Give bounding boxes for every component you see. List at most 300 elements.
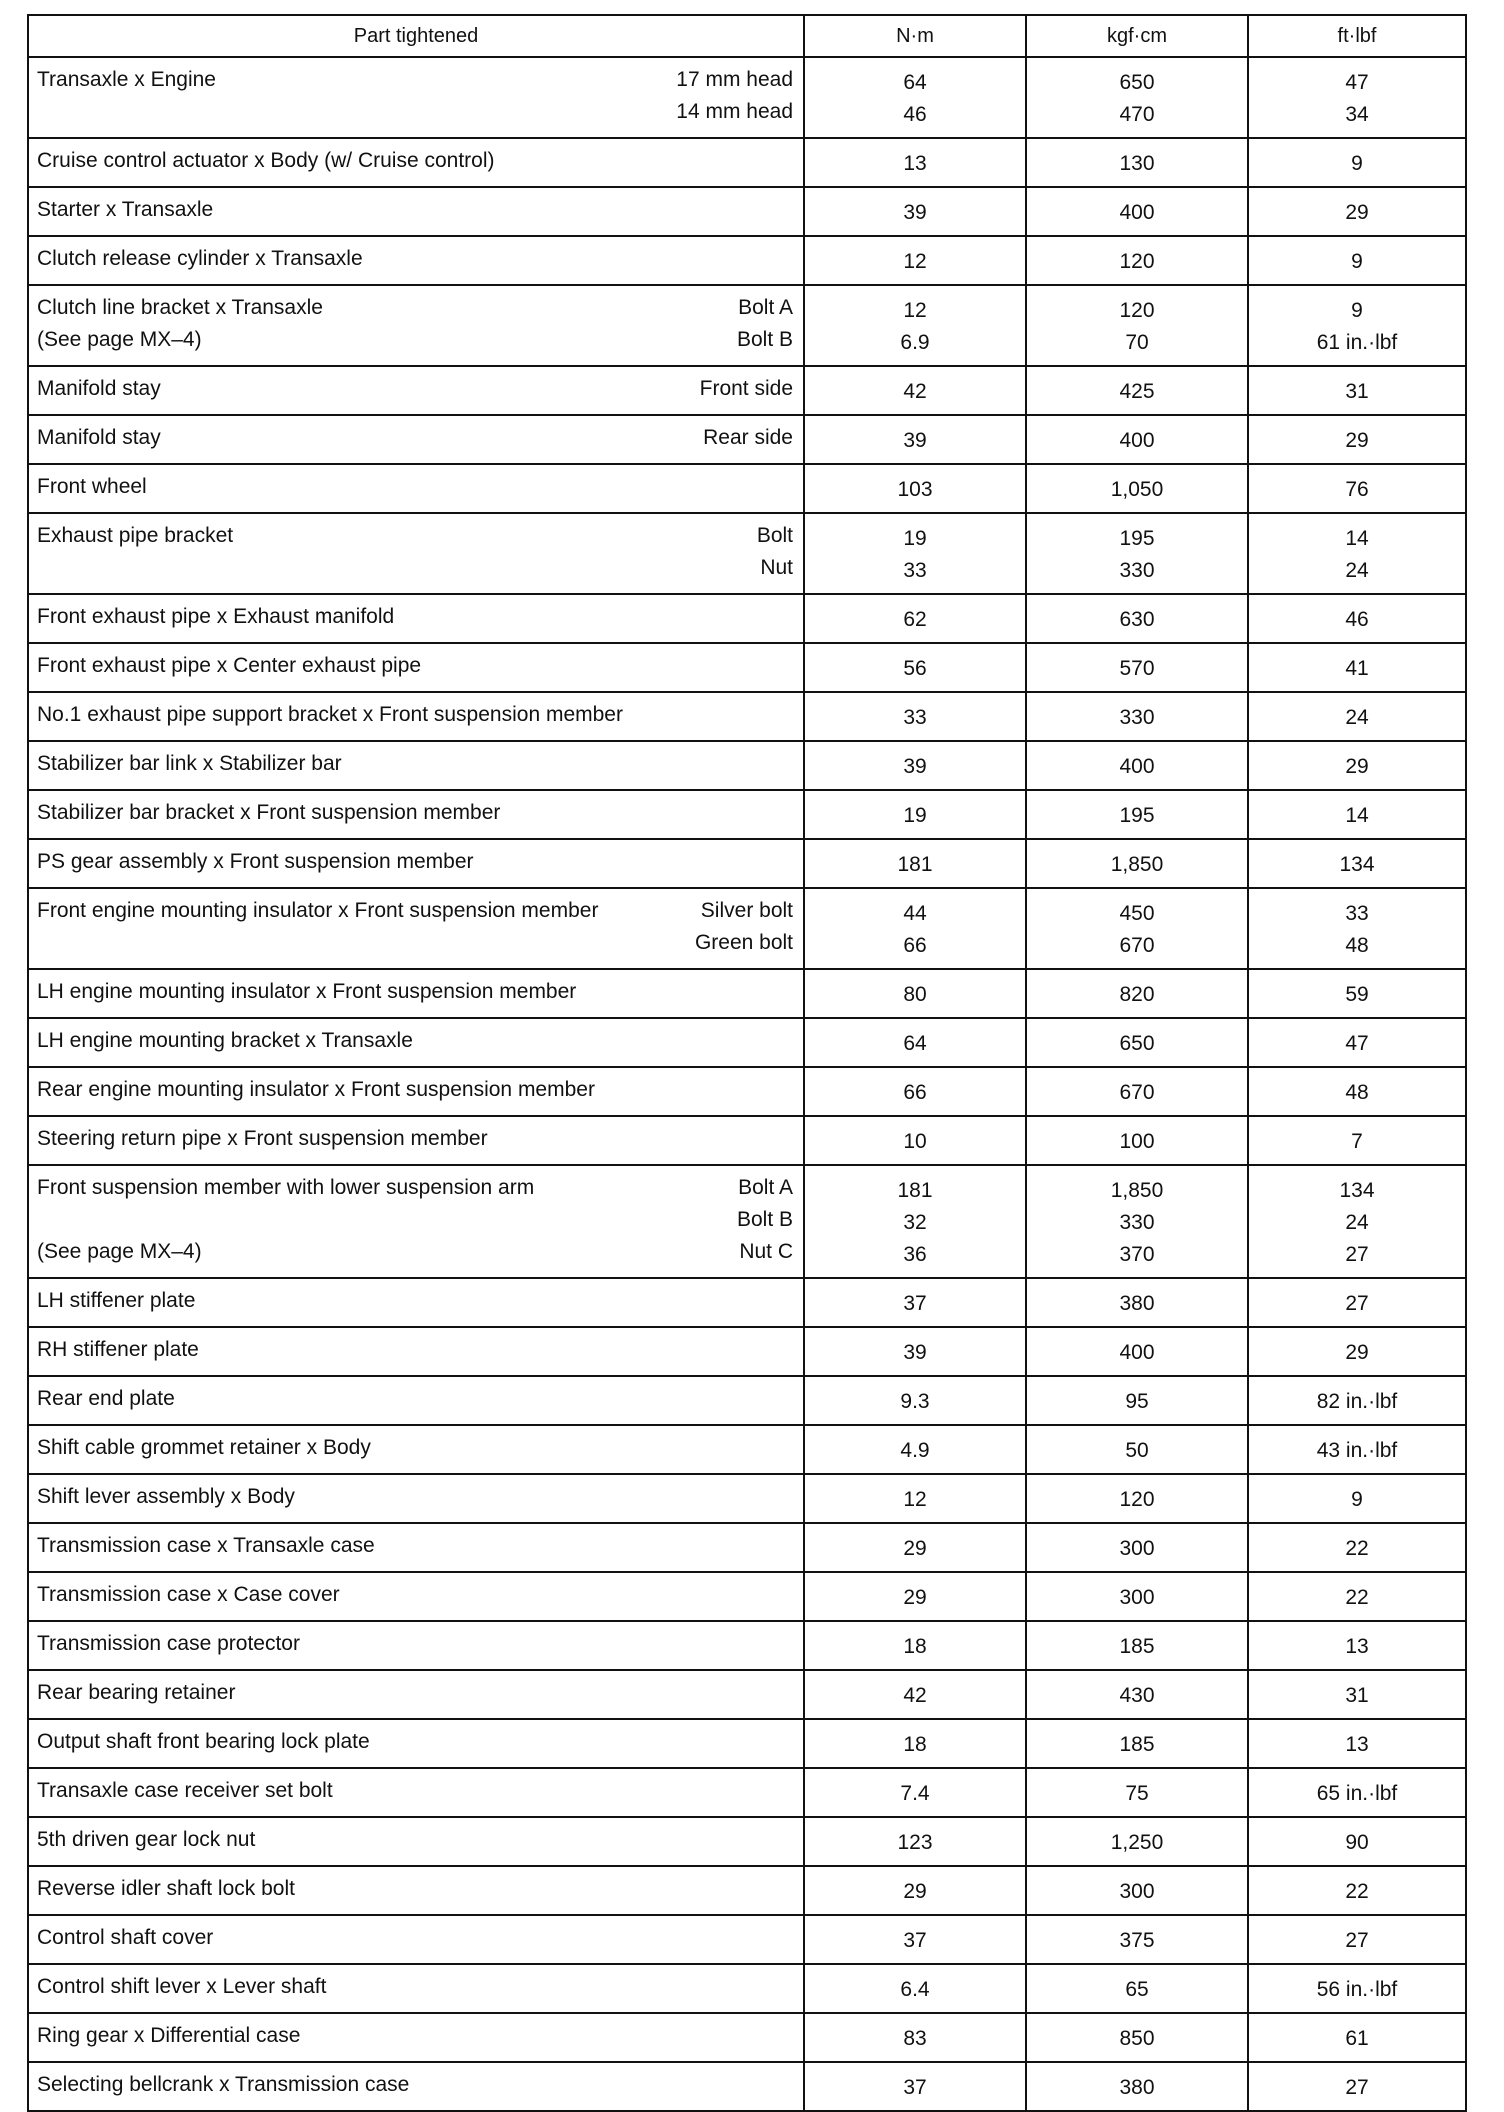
table-row — [28, 138, 1466, 187]
part-cell — [28, 1278, 804, 1327]
kgf-value: 120 — [1119, 299, 1155, 322]
nm-value: 66 — [903, 934, 927, 957]
part-name-line: Front wheel — [37, 475, 147, 498]
ft-values — [1249, 1166, 1465, 1277]
kgf-value: 330 — [1119, 1211, 1155, 1234]
kgf-values — [1027, 1426, 1247, 1473]
nm-cell — [804, 1866, 1026, 1915]
nm-cell — [804, 1523, 1026, 1572]
kgf-cell — [1026, 1768, 1248, 1817]
part-name — [37, 846, 474, 878]
nm-cell — [804, 1165, 1026, 1278]
kgf-cell — [1026, 1474, 1248, 1523]
nm-value: 19 — [903, 804, 927, 827]
nm-cell — [804, 839, 1026, 888]
ft-value: 27 — [1345, 2076, 1369, 2099]
nm-values — [805, 742, 1025, 789]
part-cell — [28, 594, 804, 643]
part-cell — [28, 1067, 804, 1116]
nm-values — [805, 1117, 1025, 1164]
part-content — [29, 1068, 803, 1112]
ft-cell — [1248, 2013, 1466, 2062]
ft-value: 27 — [1345, 1929, 1369, 1952]
table-row — [28, 594, 1466, 643]
part-detail-line: Nut C — [739, 1240, 793, 1263]
nm-cell — [804, 1572, 1026, 1621]
part-name — [37, 64, 216, 128]
kgf-value: 185 — [1119, 1733, 1155, 1756]
nm-cell — [804, 1915, 1026, 1964]
kgf-cell — [1026, 138, 1248, 187]
kgf-cell — [1026, 1425, 1248, 1474]
part-name-line: Rear end plate — [37, 1387, 175, 1410]
kgf-cell — [1026, 1067, 1248, 1116]
ft-cell — [1248, 1067, 1466, 1116]
part-cell — [28, 1572, 804, 1621]
nm-cell — [804, 1817, 1026, 1866]
part-name — [37, 1025, 413, 1057]
ft-values — [1249, 286, 1465, 365]
part-cell — [28, 2062, 804, 2111]
part-cell — [28, 888, 804, 969]
ft-values — [1249, 514, 1465, 593]
nm-values — [805, 2014, 1025, 2061]
part-content — [29, 237, 803, 281]
ft-values — [1249, 367, 1465, 414]
nm-values — [805, 1279, 1025, 1326]
ft-values — [1249, 1671, 1465, 1718]
table-row — [28, 1018, 1466, 1067]
part-content — [29, 2063, 803, 2107]
kgf-value: 130 — [1119, 152, 1155, 175]
part-cell — [28, 1425, 804, 1474]
ft-values — [1249, 1622, 1465, 1669]
part-content — [29, 1019, 803, 1063]
nm-value: 37 — [903, 2076, 927, 2099]
nm-value: 12 — [903, 250, 927, 273]
kgf-values — [1027, 791, 1247, 838]
nm-values — [805, 1068, 1025, 1115]
kgf-values — [1027, 465, 1247, 512]
nm-value: 64 — [903, 1032, 927, 1055]
ft-value: 24 — [1345, 706, 1369, 729]
ft-value: 29 — [1345, 1341, 1369, 1364]
table-row — [28, 790, 1466, 839]
part-content — [29, 1166, 803, 1274]
nm-value: 39 — [903, 429, 927, 452]
nm-value: 66 — [903, 1081, 927, 1104]
kgf-value: 300 — [1119, 1586, 1155, 1609]
nm-cell — [804, 366, 1026, 415]
header-part: Part tightened — [28, 15, 804, 57]
ft-cell — [1248, 138, 1466, 187]
nm-cell — [804, 464, 1026, 513]
kgf-values — [1027, 1524, 1247, 1571]
part-cell — [28, 513, 804, 594]
table-row — [28, 1621, 1466, 1670]
ft-values — [1249, 1965, 1465, 2012]
table-row — [28, 1719, 1466, 1768]
part-name — [37, 1922, 213, 1954]
part-content — [29, 1818, 803, 1862]
table-row — [28, 1474, 1466, 1523]
ft-cell — [1248, 1116, 1466, 1165]
nm-cell — [804, 1964, 1026, 2013]
table-row — [28, 236, 1466, 285]
part-name — [37, 1824, 255, 1856]
part-name-line: Front exhaust pipe x Exhaust manifold — [37, 605, 395, 628]
kgf-cell — [1026, 2062, 1248, 2111]
nm-values — [805, 1671, 1025, 1718]
table-row — [28, 187, 1466, 236]
kgf-values — [1027, 188, 1247, 235]
nm-values — [805, 970, 1025, 1017]
part-name-line: Reverse idler shaft lock bolt — [37, 1877, 295, 1900]
nm-value: 56 — [903, 657, 927, 680]
kgf-cell — [1026, 2013, 1248, 2062]
part-name-line: LH stiffener plate — [37, 1289, 196, 1312]
table-row — [28, 1425, 1466, 1474]
part-name-line: PS gear assembly x Front suspension member — [37, 850, 474, 873]
part-name-line: (See page MX–4) — [37, 1240, 202, 1263]
part-cell — [28, 1817, 804, 1866]
part-content — [29, 1867, 803, 1911]
part-content — [29, 514, 803, 590]
part-name — [37, 2069, 409, 2101]
part-name-line: Front engine mounting insulator x Front suspension member — [37, 899, 599, 922]
ft-values — [1249, 693, 1465, 740]
part-name-line: No.1 exhaust pipe support bracket x Front suspension member — [37, 703, 623, 726]
kgf-cell — [1026, 415, 1248, 464]
part-cell — [28, 1866, 804, 1915]
nm-cell — [804, 692, 1026, 741]
kgf-value: 820 — [1119, 983, 1155, 1006]
part-name — [37, 1628, 300, 1660]
part-name-line: Transaxle x Engine — [37, 68, 216, 91]
nm-values — [805, 465, 1025, 512]
kgf-values — [1027, 840, 1247, 887]
part-content — [29, 1328, 803, 1372]
kgf-cell — [1026, 839, 1248, 888]
kgf-value: 650 — [1119, 71, 1155, 94]
part-content — [29, 1671, 803, 1715]
part-content — [29, 742, 803, 786]
nm-cell — [804, 1474, 1026, 1523]
ft-values — [1249, 1117, 1465, 1164]
nm-value: 103 — [897, 478, 933, 501]
nm-value: 123 — [897, 1831, 933, 1854]
kgf-values — [1027, 1019, 1247, 1066]
part-name-line: Clutch line bracket x Transaxle — [37, 296, 323, 319]
nm-value: 13 — [903, 152, 927, 175]
nm-values — [805, 1965, 1025, 2012]
part-name-line: Clutch release cylinder x Transaxle — [37, 247, 363, 270]
nm-value: 33 — [903, 706, 927, 729]
kgf-value: 95 — [1125, 1390, 1149, 1413]
part-name-line: Transmission case x Case cover — [37, 1583, 340, 1606]
nm-cell — [804, 138, 1026, 187]
part-cell — [28, 1327, 804, 1376]
nm-cell — [804, 1621, 1026, 1670]
part-name-line: Transaxle case receiver set bolt — [37, 1779, 333, 1802]
part-content — [29, 1426, 803, 1470]
nm-value: 39 — [903, 1341, 927, 1364]
part-cell — [28, 187, 804, 236]
nm-values — [805, 237, 1025, 284]
part-detail — [695, 895, 793, 959]
part-name-line: Transmission case protector — [37, 1632, 300, 1655]
kgf-cell — [1026, 1116, 1248, 1165]
nm-values — [805, 1720, 1025, 1767]
part-name — [37, 1726, 370, 1758]
part-name — [37, 471, 147, 503]
kgf-values — [1027, 1573, 1247, 1620]
ft-values — [1249, 465, 1465, 512]
kgf-cell — [1026, 1621, 1248, 1670]
kgf-cell — [1026, 1719, 1248, 1768]
kgf-values — [1027, 139, 1247, 186]
kgf-cell — [1026, 1670, 1248, 1719]
part-name — [37, 1074, 595, 1106]
ft-values — [1249, 188, 1465, 235]
nm-values — [805, 644, 1025, 691]
kgf-values — [1027, 58, 1247, 137]
kgf-value: 65 — [1125, 1978, 1149, 2001]
ft-value: 31 — [1345, 380, 1369, 403]
kgf-values — [1027, 1279, 1247, 1326]
part-name-line — [37, 1204, 534, 1236]
nm-values — [805, 1622, 1025, 1669]
ft-value: 22 — [1345, 1880, 1369, 1903]
kgf-cell — [1026, 888, 1248, 969]
ft-cell — [1248, 236, 1466, 285]
kgf-cell — [1026, 1866, 1248, 1915]
part-cell — [28, 415, 804, 464]
kgf-values — [1027, 1475, 1247, 1522]
part-name-line: Control shift lever x Lever shaft — [37, 1975, 327, 1998]
nm-cell — [804, 1278, 1026, 1327]
part-name-line: Ring gear x Differential case — [37, 2024, 301, 2047]
kgf-value: 400 — [1119, 755, 1155, 778]
part-content — [29, 644, 803, 688]
part-name-line: Stabilizer bar bracket x Front suspension member — [37, 801, 501, 824]
ft-value: 29 — [1345, 755, 1369, 778]
kgf-cell — [1026, 594, 1248, 643]
kgf-values — [1027, 1769, 1247, 1816]
part-cell — [28, 1116, 804, 1165]
part-cell — [28, 969, 804, 1018]
part-name-line: Cruise control actuator x Body (w/ Cruise control) — [37, 149, 495, 172]
kgf-values — [1027, 286, 1247, 365]
part-detail — [757, 520, 793, 584]
part-name — [37, 1481, 295, 1513]
ft-values — [1249, 791, 1465, 838]
ft-cell — [1248, 1964, 1466, 2013]
kgf-values — [1027, 1377, 1247, 1424]
ft-value: 9 — [1351, 250, 1363, 273]
table-row — [28, 1165, 1466, 1278]
ft-cell — [1248, 285, 1466, 366]
table-row — [28, 1523, 1466, 1572]
ft-value: 27 — [1345, 1243, 1369, 1266]
kgf-values — [1027, 1117, 1247, 1164]
part-name-line: Manifold stay — [37, 426, 161, 449]
ft-value: 134 — [1339, 1179, 1375, 1202]
nm-values — [805, 367, 1025, 414]
nm-value: 29 — [903, 1880, 927, 1903]
part-content — [29, 58, 803, 134]
part-name — [37, 145, 495, 177]
table-row — [28, 1670, 1466, 1719]
ft-value: 33 — [1345, 902, 1369, 925]
kgf-cell — [1026, 187, 1248, 236]
kgf-values — [1027, 1916, 1247, 1963]
part-detail-line: 14 mm head — [676, 100, 793, 123]
part-detail-line: Bolt A — [738, 296, 793, 319]
ft-value: 9 — [1351, 299, 1363, 322]
kgf-cell — [1026, 1018, 1248, 1067]
nm-values — [805, 1166, 1025, 1277]
nm-values — [805, 840, 1025, 887]
part-cell — [28, 1719, 804, 1768]
part-content — [29, 1769, 803, 1813]
part-name-line: Starter x Transaxle — [37, 198, 214, 221]
kgf-value: 470 — [1119, 103, 1155, 126]
ft-cell — [1248, 1621, 1466, 1670]
part-content — [29, 367, 803, 411]
header-row — [28, 15, 1466, 57]
kgf-values — [1027, 237, 1247, 284]
nm-value: 44 — [903, 902, 927, 925]
kgf-value: 330 — [1119, 559, 1155, 582]
table-row — [28, 415, 1466, 464]
kgf-values — [1027, 1671, 1247, 1718]
nm-values — [805, 1867, 1025, 1914]
kgf-values — [1027, 2063, 1247, 2110]
ft-cell — [1248, 1572, 1466, 1621]
kgf-value: 195 — [1119, 527, 1155, 550]
part-cell — [28, 741, 804, 790]
ft-cell — [1248, 741, 1466, 790]
ft-values — [1249, 1867, 1465, 1914]
ft-value: 22 — [1345, 1586, 1369, 1609]
ft-value: 24 — [1345, 1211, 1369, 1234]
part-name — [37, 895, 598, 959]
part-name-line: Stabilizer bar link x Stabilizer bar — [37, 752, 342, 775]
nm-value: 19 — [903, 527, 927, 550]
kgf-cell — [1026, 692, 1248, 741]
part-content — [29, 1377, 803, 1421]
nm-value: 18 — [903, 1635, 927, 1658]
part-name-line: LH engine mounting insulator x Front suspension member — [37, 980, 577, 1003]
table-row — [28, 366, 1466, 415]
part-content — [29, 1279, 803, 1323]
part-name-line: LH engine mounting bracket x Transaxle — [37, 1029, 413, 1052]
nm-cell — [804, 1116, 1026, 1165]
nm-value: 7.4 — [900, 1782, 930, 1805]
ft-values — [1249, 1524, 1465, 1571]
kgf-value: 670 — [1119, 934, 1155, 957]
kgf-value: 370 — [1119, 1243, 1155, 1266]
ft-cell — [1248, 1327, 1466, 1376]
nm-value: 6.9 — [900, 331, 930, 354]
part-detail-line: Bolt B — [736, 328, 793, 351]
nm-value: 18 — [903, 1733, 927, 1756]
nm-values — [805, 889, 1025, 968]
part-name — [37, 1383, 175, 1415]
ft-values — [1249, 2014, 1465, 2061]
kgf-cell — [1026, 1572, 1248, 1621]
part-content — [29, 840, 803, 884]
part-detail-line: Rear side — [703, 426, 793, 449]
part-name — [37, 1873, 295, 1905]
nm-value: 10 — [903, 1130, 927, 1153]
nm-cell — [804, 790, 1026, 839]
part-detail-line: Silver bolt — [700, 899, 793, 922]
table-row — [28, 1817, 1466, 1866]
ft-values — [1249, 1328, 1465, 1375]
nm-value: 42 — [903, 380, 927, 403]
ft-value: 47 — [1345, 1032, 1369, 1055]
table-row — [28, 969, 1466, 1018]
ft-value: 47 — [1345, 71, 1369, 94]
ft-value: 14 — [1345, 527, 1369, 550]
nm-cell — [804, 969, 1026, 1018]
table-row — [28, 1327, 1466, 1376]
ft-value: 7 — [1351, 1130, 1363, 1153]
nm-values — [805, 416, 1025, 463]
part-cell — [28, 138, 804, 187]
table-row — [28, 2062, 1466, 2111]
kgf-values — [1027, 889, 1247, 968]
kgf-values — [1027, 1867, 1247, 1914]
nm-values — [805, 1475, 1025, 1522]
ft-cell — [1248, 1523, 1466, 1572]
header-ft: ft·lbf — [1248, 15, 1466, 57]
nm-values — [805, 1916, 1025, 1963]
table-row — [28, 1376, 1466, 1425]
kgf-value: 380 — [1119, 1292, 1155, 1315]
nm-cell — [804, 187, 1026, 236]
kgf-values — [1027, 1166, 1247, 1277]
nm-values — [805, 1426, 1025, 1473]
part-content — [29, 188, 803, 232]
nm-value: 6.4 — [900, 1978, 930, 2001]
part-name — [37, 748, 342, 780]
ft-value: 90 — [1345, 1831, 1369, 1854]
part-content — [29, 595, 803, 639]
nm-values — [805, 1769, 1025, 1816]
ft-value: 56 in.·lbf — [1316, 1978, 1398, 2001]
part-detail — [700, 373, 793, 405]
ft-values — [1249, 237, 1465, 284]
part-detail — [676, 64, 793, 128]
kgf-values — [1027, 1328, 1247, 1375]
ft-cell — [1248, 1376, 1466, 1425]
kgf-value: 195 — [1119, 804, 1155, 827]
nm-value: 33 — [903, 559, 927, 582]
part-name-line: Shift lever assembly x Body — [37, 1485, 295, 1508]
kgf-values — [1027, 416, 1247, 463]
nm-values — [805, 188, 1025, 235]
part-name-line: Rear bearing retainer — [37, 1681, 236, 1704]
kgf-value: 850 — [1119, 2027, 1155, 2050]
ft-value: 22 — [1345, 1537, 1369, 1560]
kgf-cell — [1026, 1278, 1248, 1327]
nm-values — [805, 1573, 1025, 1620]
kgf-value: 380 — [1119, 2076, 1155, 2099]
part-content — [29, 970, 803, 1014]
